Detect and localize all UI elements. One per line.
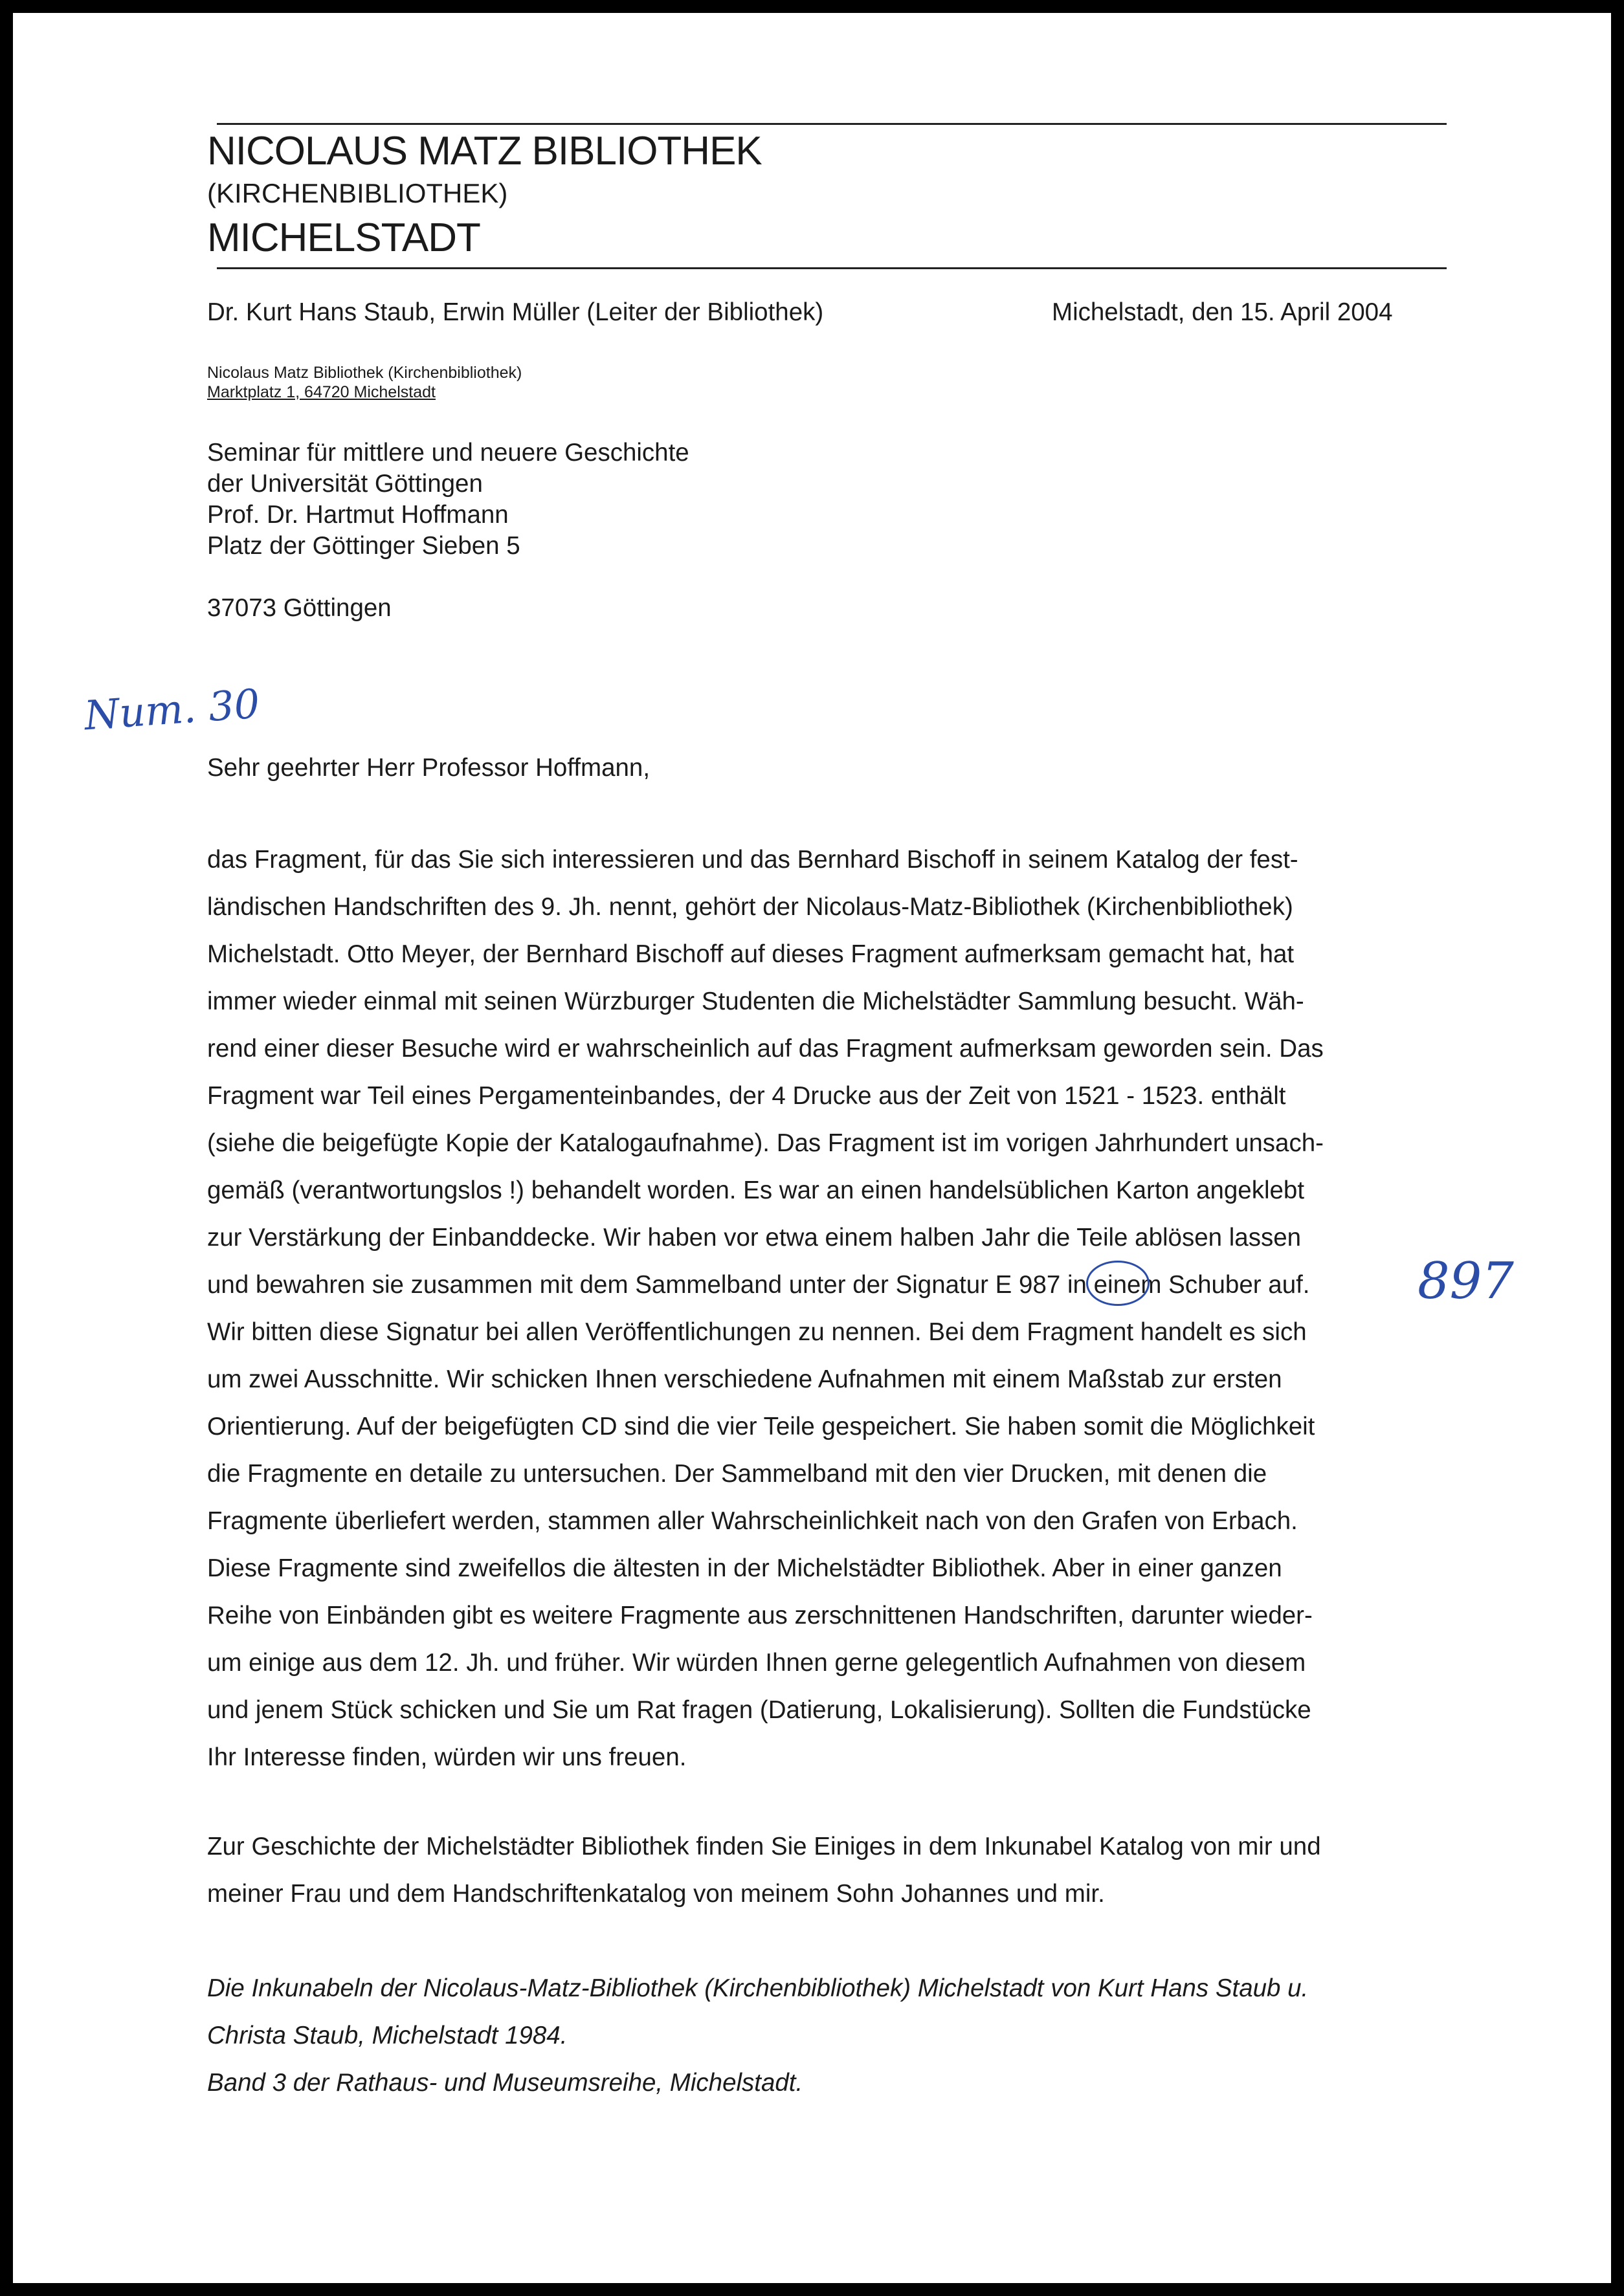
body-line: Fragmente überliefert werden, stammen aller Wahrscheinlichkeit nach von den Grafen von Erbach. bbox=[207, 1507, 1298, 1535]
body-line: um einige aus dem 12. Jh. und früher. Wir würden Ihnen gerne gelegentlich Aufnahmen von diesem bbox=[207, 1649, 1306, 1677]
body-line: gemäß (verantwortungslos !) behandelt worden. Es war an einen handelsüblichen Karton angeklebt bbox=[207, 1176, 1305, 1204]
body-line: Wir bitten diese Signatur bei allen Veröffentlichungen zu nennen. Bei dem Fragment handelt es sich bbox=[207, 1318, 1307, 1346]
body-line: Reihe von Einbänden gibt es weitere Fragmente aus zerschnittenen Handschriften, darunter wieder- bbox=[207, 1602, 1313, 1629]
salutation: Sehr geehrter Herr Professor Hoffmann, bbox=[207, 754, 651, 782]
recipient-line: Prof. Dr. Hartmut Hoffmann bbox=[207, 501, 509, 529]
body-line: ländischen Handschriften des 9. Jh. nennt, gehört der Nicolaus-Matz-Bibliothek (Kirchenbibliothek) bbox=[207, 893, 1293, 921]
body-line: rend einer dieser Besuche wird er wahrscheinlich auf das Fragment aufmerksam geworden sein. Das bbox=[207, 1035, 1324, 1063]
reference-line: Christa Staub, Michelstadt 1984. bbox=[207, 2022, 568, 2049]
letterhead-top-rule bbox=[217, 123, 1447, 125]
letterhead-bottom-rule bbox=[217, 267, 1447, 269]
history-line: Zur Geschichte der Michelstädter Bibliothek finden Sie Einiges in dem Inkunabel Katalog von mir und bbox=[207, 1833, 1321, 1860]
body-line: Michelstadt. Otto Meyer, der Bernhard Bischoff auf dieses Fragment aufmerksam gemacht hat, hat bbox=[207, 940, 1295, 968]
recipient-line: Platz der Göttinger Sieben 5 bbox=[207, 532, 520, 560]
library-name: NICOLAUS MATZ BIBLIOTHEK bbox=[207, 129, 762, 173]
history-paragraph bbox=[207, 1823, 1469, 1917]
body-line: (siehe die beigefügte Kopie der Katalogaufnahme). Das Fragment ist im vorigen Jahrhundert unsach- bbox=[207, 1129, 1324, 1157]
return-address-street: Marktplatz 1, 64720 Michelstadt bbox=[207, 383, 436, 401]
reference-line: Die Inkunabeln der Nicolaus-Matz-Bibliothek (Kirchenbibliothek) Michelstadt von Kurt Hans Staub u. bbox=[207, 1974, 1309, 2002]
body-line: die Fragmente en detaile zu untersuchen. Der Sammelband mit den vier Drucken, mit denen die bbox=[207, 1460, 1267, 1488]
history-line: meiner Frau und dem Handschriftenkatalog von meinem Sohn Johannes und mir. bbox=[207, 1880, 1105, 1908]
handwritten-correction: 897 bbox=[1418, 1252, 1514, 1310]
letter-page bbox=[13, 13, 1611, 2283]
recipient-line: der Universität Göttingen bbox=[207, 470, 483, 498]
body-line: und jenem Stück schicken und Sie um Rat fragen (Datierung, Lokalisierung). Sollten die Fundstücke bbox=[207, 1696, 1311, 1724]
recipient-line: Seminar für mittlere und neuere Geschichte bbox=[207, 439, 689, 467]
body-line: und bewahren sie zusammen mit dem Sammelband unter der Signatur E 987 in einem Schuber auf. bbox=[207, 1271, 1310, 1299]
body-line: Diese Fragmente sind zweifellos die ältesten in der Michelstädter Bibliothek. Aber in einer ganzen bbox=[207, 1554, 1282, 1582]
body-line: zur Verstärkung der Einbanddecke. Wir haben vor etwa einem halben Jahr die Teile ablösen lassen bbox=[207, 1224, 1302, 1252]
reference-line: Band 3 der Rathaus- und Museumsreihe, Michelstadt. bbox=[207, 2069, 803, 2097]
handwritten-note: Num. 30 bbox=[82, 679, 261, 740]
body-line: immer wieder einmal mit seinen Würzburger Studenten die Michelstädter Sammlung besucht. Wäh- bbox=[207, 988, 1304, 1015]
recipient-postal-city: 37073 Göttingen bbox=[207, 594, 392, 622]
body-line: Fragment war Teil eines Pergamenteinbandes, der 4 Drucke aus der Zeit von 1521 - 1523. enthält bbox=[207, 1082, 1286, 1110]
body-line: Ihr Interesse finden, würden wir uns freuen. bbox=[207, 1743, 687, 1771]
return-address-name: Nicolaus Matz Bibliothek (Kirchenbibliothek) bbox=[207, 364, 522, 382]
bibliographic-reference bbox=[207, 1965, 1469, 2106]
body-line: um zwei Ausschnitte. Wir schicken Ihnen verschiedene Aufnahmen mit einem Maßstab zur ersten bbox=[207, 1365, 1282, 1393]
date-line: Michelstadt, den 15. April 2004 bbox=[1052, 298, 1393, 326]
library-subtitle: (KIRCHENBIBLIOTHEK) bbox=[207, 178, 508, 208]
library-city: MICHELSTADT bbox=[207, 215, 480, 260]
sender-line: Dr. Kurt Hans Staub, Erwin Müller (Leiter der Bibliothek) bbox=[207, 298, 824, 326]
body-paragraph bbox=[207, 836, 1469, 1781]
body-line: das Fragment, für das Sie sich interessieren und das Bernhard Bischoff in seinem Katalog der fest- bbox=[207, 846, 1298, 874]
body-line: Orientierung. Auf der beigefügten CD sind die vier Teile gespeichert. Sie haben somit die Möglichkeit bbox=[207, 1413, 1315, 1441]
signature-circle-mark bbox=[1086, 1261, 1150, 1306]
